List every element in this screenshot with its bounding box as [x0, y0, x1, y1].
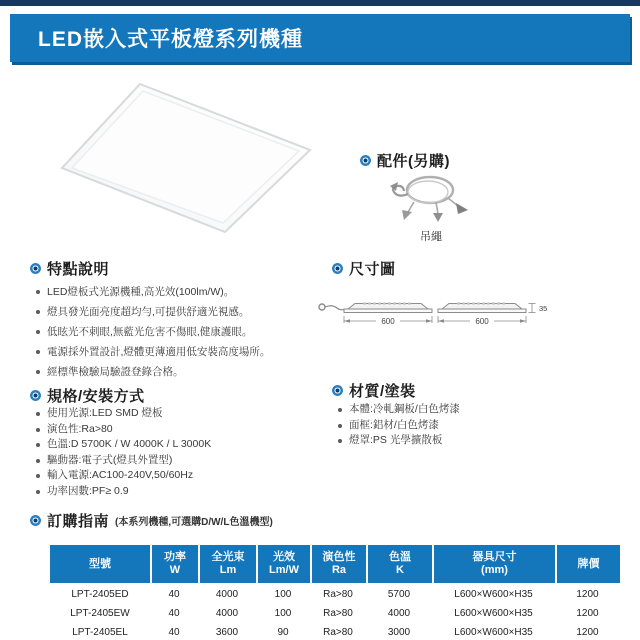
section-features — [30, 258, 109, 279]
col-header-cct: 色溫 K — [366, 545, 432, 583]
section-bullet-icon — [30, 263, 41, 274]
accessory-item-label: 吊繩 — [420, 231, 442, 243]
section-ordering — [30, 510, 273, 531]
bullet-icon — [338, 408, 342, 412]
list-item: 色溫:D 5700K / W 4000K / L 3000K — [35, 437, 325, 453]
table-row: LPT-2405EL 40 3600 90 Ra>80 3000 L600×W600×H35 1200 — [72, 626, 599, 638]
page-title-bar — [10, 14, 630, 62]
top-navy-strip — [0, 0, 640, 6]
section-bullet-icon — [332, 263, 343, 274]
list-item: 功率因數:PF≥ 0.9 — [35, 484, 325, 500]
list-item: 低眩光不刺眼,無藍光危害不傷眼,健康護眼。 — [35, 322, 325, 342]
ordering-note: (本系列機種,可選購D/W/L色溫機型) — [115, 517, 273, 528]
section-accessories — [360, 150, 450, 171]
bullet-icon — [338, 439, 342, 443]
list-item: 電源採外置設計,燈體更薄適用低安裝高度場所。 — [35, 342, 325, 362]
material-list — [337, 402, 617, 449]
ordering-table — [50, 545, 620, 640]
dim-label-right: 600 — [475, 317, 489, 326]
bullet-icon — [36, 490, 40, 494]
bullet-icon — [36, 443, 40, 447]
suspension-wire-image — [382, 170, 474, 228]
table-row: LPT-2405ED 40 4000 100 Ra>80 5700 L600×W600×H35 1200 — [71, 588, 599, 600]
list-item: 使用光源:LED SMD 燈板 — [35, 406, 325, 422]
col-header-power: 功率 W — [150, 545, 198, 583]
specs-title: 規格/安裝方式 — [47, 388, 145, 405]
section-bullet-icon — [332, 385, 343, 396]
col-header-cri: 演色性 Ra — [310, 545, 366, 583]
dim-label-left: 600 — [381, 317, 395, 326]
table-row: LPT-2405EW 40 4000 100 Ra>80 4000 L600×W600×H35 1200 — [70, 607, 599, 619]
list-item: LED燈板式光源機種,高光效(100lm/W)。 — [35, 282, 325, 302]
bullet-icon — [36, 412, 40, 416]
ordering-title: 訂購指南 — [47, 513, 110, 530]
section-materials — [332, 380, 416, 401]
dimension-diagram — [318, 293, 558, 338]
col-header-efficacy: 光效 Lm/W — [256, 545, 310, 583]
dim-label-height: 35 — [539, 304, 548, 313]
bullet-icon — [36, 330, 40, 334]
bullet-icon — [36, 290, 40, 294]
list-item: 面框:鋁材/白色烤漆 — [337, 418, 617, 434]
bullet-icon — [36, 428, 40, 432]
list-item: 驅動器:電子式(燈具外置型) — [35, 453, 325, 469]
spec-list — [35, 406, 325, 499]
led-panel-image — [55, 82, 345, 262]
section-dimensions — [332, 258, 396, 279]
list-item: 輸入電源:AC100-240V,50/60Hz — [35, 468, 325, 484]
list-item: 燈罩:PS 光學擴散板 — [337, 433, 617, 449]
bullet-icon — [36, 459, 40, 463]
bullet-icon — [36, 370, 40, 374]
bullet-icon — [36, 474, 40, 478]
feature-list — [35, 282, 325, 382]
bullet-icon — [338, 424, 342, 428]
page-title: LED嵌入式平板燈系列機種 — [38, 28, 303, 51]
section-bullet-icon — [360, 155, 371, 166]
list-item: 演色性:Ra>80 — [35, 422, 325, 438]
bullet-icon — [36, 310, 40, 314]
list-item: 本體:冷軋鋼板/白色烤漆 — [337, 402, 617, 418]
col-header-model: 型號 — [89, 557, 111, 570]
list-item: 經標準檢驗局驗證登錄合格。 — [35, 362, 325, 382]
section-bullet-icon — [30, 515, 41, 526]
bullet-icon — [36, 350, 40, 354]
features-title: 特點說明 — [47, 261, 110, 278]
section-specs — [30, 385, 145, 406]
materials-title: 材質/塗裝 — [349, 383, 416, 400]
accessories-title: 配件(另購) — [377, 153, 450, 170]
col-header-size: 器具尺寸 (mm) — [432, 545, 555, 583]
col-header-flux: 全光束 Lm — [198, 545, 256, 583]
section-bullet-icon — [30, 390, 41, 401]
list-item: 燈具發光面亮度超均勻,可提供舒適光視感。 — [35, 302, 325, 322]
dimensions-title: 尺寸圖 — [349, 261, 396, 278]
table-header-row — [50, 545, 620, 583]
col-header-price: 牌價 — [555, 545, 620, 583]
